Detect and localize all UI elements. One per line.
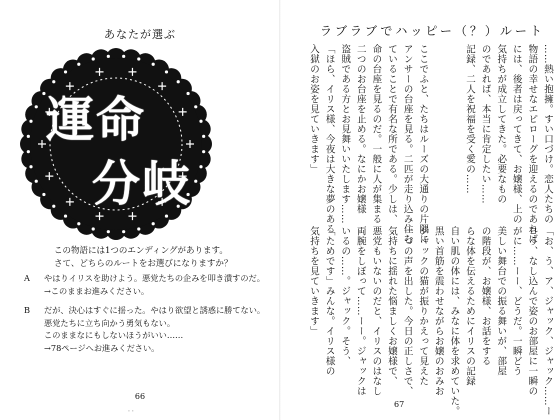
page-number-left: 66 [134,392,146,401]
choice-body [44,272,284,297]
vertical-text-column: の階段が、お嬢様、お話をする [479,226,491,366]
vertical-text-column: 自い肌の体には、みなに体を求めていた。 [448,226,460,416]
emblem-line-branch: 分岐 [92,156,193,212]
vertical-text-column: 黒い首筋を震わせながらお嬢のおみお [432,226,444,396]
choice-line: やはりイリスを助けよう。悪党たちの企みを叩き潰すのだ。 [44,273,265,283]
vertical-text-column: アンサーの台座を見る。二匹が走り込み住む [401,44,413,244]
intro-line: さて、どちらのルートをお選びになりますか？ [54,259,233,269]
vertical-text-column: 気持ちを見ていきます」 [308,226,319,336]
vertical-text-column: 二つのお台座を止める。なにかお嬢様 [354,44,366,214]
choice-line: 悪党たちに立ち向かう勇気もない。 [44,317,176,328]
choice-line: このままなにもしないほうがいい…… [44,330,184,340]
choice-body [44,304,284,354]
vertical-text-column: には、後者は戻ってきて、お嬢様、上の [510,44,522,224]
vertical-text-column: ジャックの猫が振りかえって見えた [417,226,429,386]
vertical-text-column: 物語の幸せなエピローグを迎えるのであれば [526,44,538,244]
vertical-text-column: 命の台座を見るのだ。一般に人が集まる [370,44,382,224]
book-gutter [279,0,281,420]
emblem-line-destiny: 運命 [46,92,147,148]
choice-letter: A [24,273,30,283]
vertical-text-column: ヨう、なし込んで姿のお部屋に一瞬の [526,226,538,396]
vertical-text-column: がに……ーー、どうだ。一瞬どう [510,226,522,376]
vertical-text-column: らな体を伝えるためにイリスの記録 [464,226,475,386]
page-kicker: あなたが選ぶ [104,28,176,41]
destiny-branch-emblem [20,48,212,240]
vertical-text-column: 気持ちが成立してきた。必要なもの [495,44,507,204]
vertical-text-column: 美しい舞台での振る舞いが、部屋 [495,226,507,376]
vertical-text-column: ここでふと、たちはルーズの大通りの片隅に [417,44,429,244]
vertical-text-column: 「お、う、ア、ジャック、ジャック……ー [542,226,553,416]
choice-letter: B [24,305,31,315]
vertical-text-column: いるの……。ジャック。そう、 [339,226,351,366]
vertical-text-column: 気持ちに揺れた悩ましくお嬢様で、 [386,226,397,386]
right-page [282,0,560,420]
emblem-text [20,48,212,240]
vertical-text-column: ……熱い抱擁。すい口づけ。恋人たちの [542,44,553,224]
intro-text [54,245,232,271]
page-number-right: 67 [394,400,405,409]
vertical-text-column: 盗賊である方とお見舞いいたします…… [339,44,351,224]
vertical-text-column: 両腕をしぼって……ーー。ジャックは [354,226,366,396]
vertical-text-column: 入獄のお姿を見ていきます」 [308,44,319,174]
vertical-text-column: 一つの声を出した。今日の正しさで、 [401,226,413,396]
choice-line: →78ページへお進みください。 [44,342,160,353]
vertical-text-column: 「ためです」みんな。イリス様の [323,226,335,376]
vertical-text-column: 悪党もいないのだと、イリスのはなし [370,226,382,396]
bottom-mark: ‧ ‧ [128,408,134,415]
vertical-text-column: 「ほら、イリス様、今夜は大きな夢のある [323,44,335,234]
vertical-text-column: 記録、二人を祝福を受く愛の…… [464,44,475,194]
choice-line: →このままお進みください。 [44,285,150,296]
vertical-text-column: のであれば、本当に肯定したい…… [479,44,491,204]
intro-line: この物語には1つのエンディングがあります。 [54,246,228,256]
vertical-text-column: ていることで有名な所である。少しは、 [386,44,397,224]
choice-line: だが、決心はすぐに揺った。やはり欲望と誘惑に勝てない。 [44,305,266,315]
route-title: ラブラブでハッピー（？）ルート [320,24,545,38]
